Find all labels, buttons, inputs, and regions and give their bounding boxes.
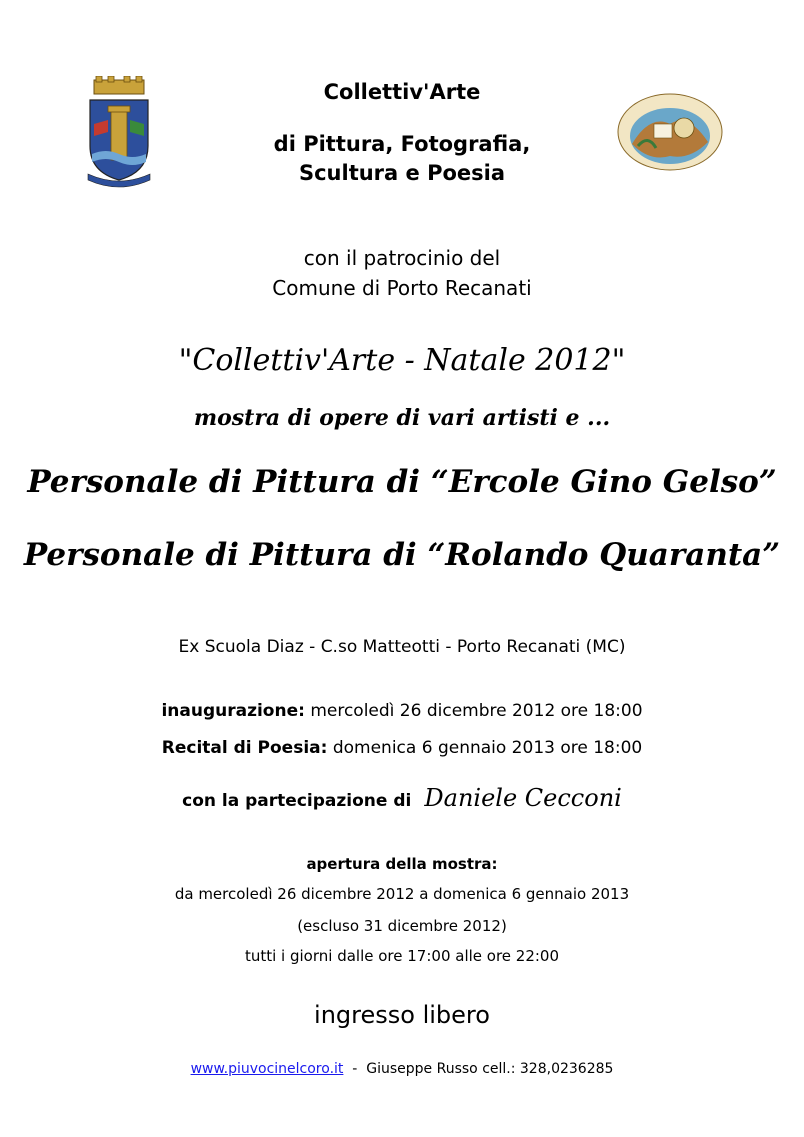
recital-value: domenica 6 gennaio 2013 ore 18:00 <box>327 738 643 758</box>
inauguration-value: mercoledì 26 dicembre 2012 ore 18:00 <box>304 701 643 721</box>
participation-label: con la partecipazione di <box>182 791 412 811</box>
opening-label: apertura della mostra: <box>306 855 498 873</box>
patronage-line2: Comune di Porto Recanati <box>272 276 532 300</box>
recital-line <box>0 738 804 758</box>
participation-name: Daniele Cecconi <box>424 784 622 812</box>
contact-info: Giuseppe Russo cell.: 328,0236285 <box>366 1061 614 1077</box>
opening-excluded: (escluso 31 dicembre 2012) <box>297 917 507 935</box>
patronage-line1: con il patrocinio del <box>303 246 501 270</box>
inauguration-label: inaugurazione: <box>161 701 305 721</box>
footer <box>0 1061 804 1077</box>
website-link[interactable]: www.piuvocinelcoro.it <box>190 1061 344 1077</box>
recital-label: Recital di Poesia: <box>161 738 328 758</box>
org-subtitle-line2: Scultura e Poesia <box>298 161 506 185</box>
personal-exhibition-1: Personale di Pittura di “Ercole Gino Gelso” <box>27 464 777 500</box>
personal-exhibition-2: Personale di Pittura di “Rolando Quaranta” <box>23 537 781 573</box>
event-subtitle: mostra di opere di vari artisti e ... <box>193 405 611 431</box>
opening-range: da mercoledì 26 dicembre 2012 a domenica 6 gennaio 2013 <box>174 885 630 903</box>
opening-hours: tutti i giorni dalle ore 17:00 alle ore 22:00 <box>244 947 560 965</box>
org-title: Collettiv'Arte <box>323 80 481 104</box>
footer-separator: - <box>343 1061 367 1077</box>
event-title: "Collettiv'Arte - Natale 2012" <box>178 343 626 378</box>
inauguration-line <box>0 701 804 721</box>
free-entry: ingresso libero <box>314 1001 490 1029</box>
venue: Ex Scuola Diaz - C.so Matteotti - Porto Recanati (MC) <box>178 637 626 657</box>
org-subtitle-line1: di Pittura, Fotografia, <box>273 132 531 156</box>
participation-line <box>0 784 804 812</box>
